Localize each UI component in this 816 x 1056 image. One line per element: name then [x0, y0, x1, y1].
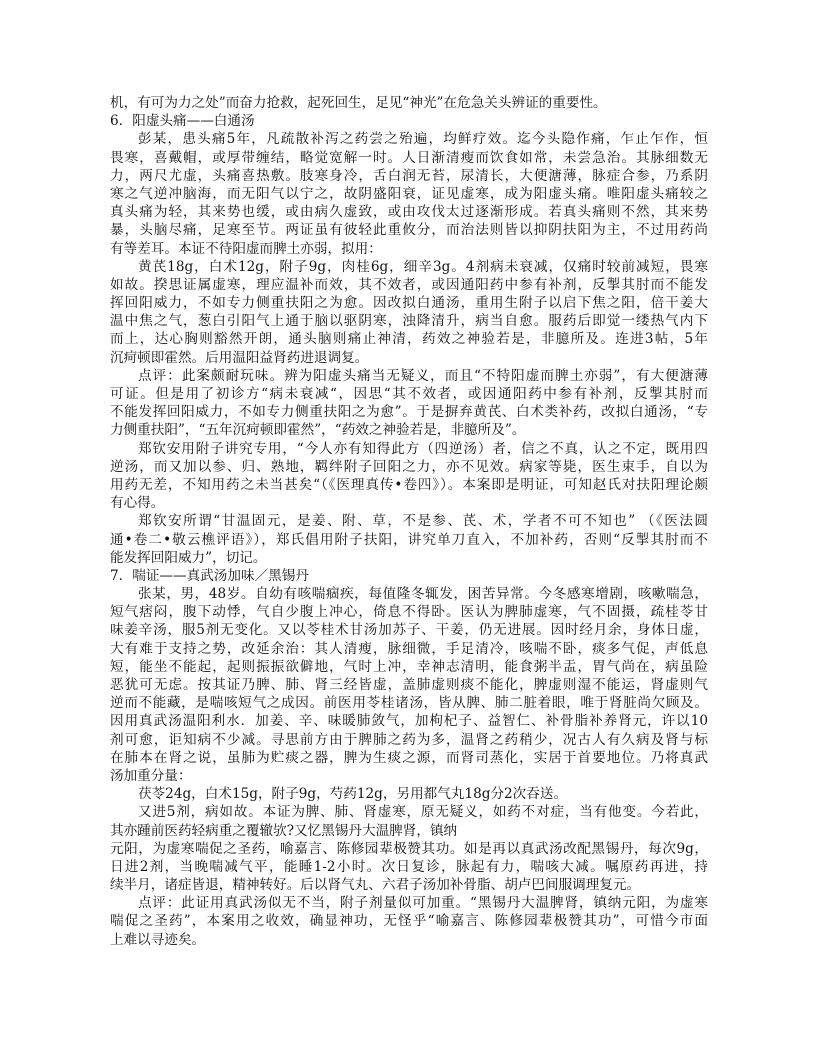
text-line: 不能发挥回阳威力，不如专力侧重扶阳之为愈”。于是摒弃黄芪、白术类补药，改拟白通汤，“专 [110, 404, 708, 421]
text-line: 点评：此证用真武汤似无不当，附子剂量似可加重。“黑锡丹大温脾肾，镇纳元阳，为虚寒 [138, 895, 708, 912]
text-line: 6．阳虚头痛——白通汤 [110, 113, 255, 130]
paragraph [110, 585, 708, 785]
text-line: 味姜辛汤，服5剂无变化。又以苓桂术甘汤加苏子、干姜，仍无进展。因时经月余，身体日虚， [110, 622, 708, 639]
text-line: 有等差耳。本证不待阳虚而脾土亦弱，拟用： [110, 240, 382, 257]
text-line: 汤加重分量： [110, 767, 192, 784]
text-line: 点评：此案颇耐玩味。辨为阳虚头痛当无疑义，而且“不特阳虚而脾土亦弱”，有大便溏薄 [138, 367, 708, 384]
paragraph [110, 840, 708, 895]
text-line: 机，有可为力之处”而奋力抢救，起死回生，足见“神光”在危急关头辨证的重要性。 [110, 95, 607, 111]
text-line: 郑钦安用附子讲究专用，“今人亦有知得此方（四逆汤）者，信之不真，认之不定，既用四 [138, 440, 708, 457]
text-line: 其亦踵前医药轻病重之覆辙欤?又忆黑锡丹大温脾肾，镇纳 [110, 822, 458, 839]
text-line: 上难以寻迹矣。 [110, 931, 206, 948]
text-line: 元阳，为虚寒喘促之圣药，喻嘉言、陈修园辈极赞其功。如是再以真武汤改配黑锡丹，每次9g， [110, 840, 708, 857]
section-heading [110, 112, 708, 130]
text-line: 通•卷二•敬云樵评语》），郑氏倡用附子扶阳，讲究单刀直入，不加补药，否则“反掣其肘而不 [110, 531, 708, 548]
paragraph [110, 94, 708, 112]
text-line: 如故。揆思证属虚寒，理应温补而效，其不效者，或因通阳药中参有补剂，反掣其肘而不能发 [110, 276, 708, 293]
text-line: 而上，达心胸则豁然开朗，通头脑则痛止神清，药效之神验若是，非臆所及。连进3帖，5年 [110, 331, 708, 348]
text-line: 挥回阳威力，不如专力侧重扶阳之为愈。因改拟白通汤，重用生附子以启下焦之阳，倍干姜大 [110, 295, 708, 312]
text-line: 暴，头脑尽痛，足寒至节。两证虽有彼轻此重攸分，而治法则皆以抑阴扶阳为主，不过用药尚 [110, 222, 708, 239]
text-line: 因用真武汤温阳利水．加姜、辛、味暖肺敛气，加枸杞子、益智仁、补骨脂补养肾元，许以10 [110, 713, 708, 730]
paragraph [110, 894, 708, 949]
text-line: 7．喘证——真武汤加味／黑锡丹 [110, 567, 309, 584]
text-line: 彭某，患头痛5年，凡疏散补泻之药尝之殆遍，均鲜疗效。迄今头隐作痛，乍止乍作，恒 [138, 131, 708, 148]
text-line: 续半月，诸症皆退，精神转好。后以肾气丸、六君子汤加补骨脂、胡卢巴间服调理复元。 [110, 877, 641, 894]
text-line: 逆汤，而又加以参、归、熟地，羁绊附子回阳之力，亦不见效。病家等毙，医生束手，自以为 [110, 458, 708, 475]
paragraph [110, 258, 708, 367]
paragraph [110, 367, 708, 440]
text-line: 短，能坐不能起，起则振振欲僻地，气时上冲，幸神志清明，能食粥半盂，胃气尚在，病虽险 [110, 658, 708, 675]
text-line: 恶犹可无虑。按其证乃脾、肺、肾三经皆虚，盖肺虚则痰不能化，脾虚则湿不能运，肾虚则气 [110, 677, 708, 693]
paragraph [110, 440, 708, 513]
text-line: 能发挥回阳威力”，切记。 [110, 549, 267, 566]
text-line: 在肺本在肾之说，虽肺为贮痰之器，脾为生痰之源，而肾司蒸化，实居于首要地位。乃将真武 [110, 749, 708, 766]
text-line: 力，两尺尤虚，头痛喜热敷。肢寒身冷，舌白润无苔，尿清长，大便溏薄，脉症合参，乃系阴 [110, 167, 708, 184]
text-line: 黄芪18g，白术12g，附子9g，肉桂6g，细辛3g。4剂病未衰减，仅痛时较前减短，畏寒 [138, 258, 708, 275]
paragraph [110, 130, 708, 257]
text-line: 郑钦安所谓“甘温固元，是姜、附、草，不是参、芪、术，学者不可不知也” （《医法圆 [138, 513, 708, 530]
text-line: 用药无差，不知用药之未当甚矣“（《医理真传•卷四》）。本案即是明证，可知赵氏对扶阳理论颇 [110, 476, 708, 493]
paragraph [110, 785, 708, 803]
text-line: 喘促之圣药”，本案用之收效，确显神功，无怪乎“喻嘉言、陈修园辈极赞其功”，可惜今市面 [110, 913, 708, 930]
text-line: 又进5剂，病如故。本证为脾、肺、肾虚寒，原无疑义，如药不对症，当有他变。今若此， [138, 804, 708, 821]
text-line: 短气痞闷，腹下动悸，气自少腹上冲心，倚息不得卧。医认为脾肺虚寒，气不固摄，疏桂苓甘 [110, 604, 708, 621]
text-line: 沉疴顿即霍然。后用温阳益肾药进退调复。 [110, 349, 369, 366]
text-line: 剂可愈，讵知病不少减。寻思前方由于脾肺之药为多，温肾之药稍少，况古人有久病及肾与标 [110, 731, 708, 748]
text-line: 茯苓24g，白术15g，附子9g，芍药12g，另用都气丸18g分2次吞送。 [138, 786, 568, 803]
text-line: 日进2剂，当晚喘减气平，能睡1-2小时。次日复诊，脉起有力，喘咳大减。嘱原药再进，持 [110, 858, 708, 875]
text-line: 可证。但是用了初诊方“病未衰减“，因思“其不效者，或因通阳药中参有补剂，反掣其肘而 [110, 386, 708, 402]
text-line: 张某，男，48岁。自幼有咳喘痼疾，每值隆冬辄发，困苦异常。今冬感寒增剧，咳嗽喘急， [138, 586, 708, 603]
document-body [110, 94, 708, 949]
text-line: 力侧重扶阳”，“五年沉疴顿即霍然”，“药效之神验若是，非臆所及”。 [110, 422, 526, 439]
text-line: 大有难于支持之势，改延余治：其人清瘦，脉细微，手足清冷，咳喘不卧，痰多气促，声低息 [110, 640, 708, 657]
text-line: 温中焦之气，葱白引阳气上通于脑以驱阴寒，浊降清升，病当自愈。服药后即觉一缕热气内下 [110, 313, 708, 330]
text-line: 逆而不能藏，是喘咳短气之成因。前医用苓桂诸汤，皆从脾、肺二脏着眼，唯于肾脏尚欠顾及。 [110, 695, 708, 712]
text-line: 真头痛为轻，其来势也缓，或由病久虚致，或由攻伐太过逐渐形成。若真头痛则不然，其来势 [110, 204, 708, 221]
section-heading [110, 567, 708, 585]
text-line: 有心得。 [110, 495, 165, 512]
text-line: 畏寒，喜戴帽，或厚带缠结，略觉宽解一时。人日渐清瘦而饮食如常，未尝急治。其脉细数无 [110, 149, 708, 166]
paragraph [110, 803, 708, 839]
text-line: 寒之气逆冲脑海，而无阳气以宁之，故阴盛阳衰，证见虚寒，成为阳虚头痛。唯阳虚头痛较之 [110, 185, 708, 202]
paragraph [110, 512, 708, 567]
